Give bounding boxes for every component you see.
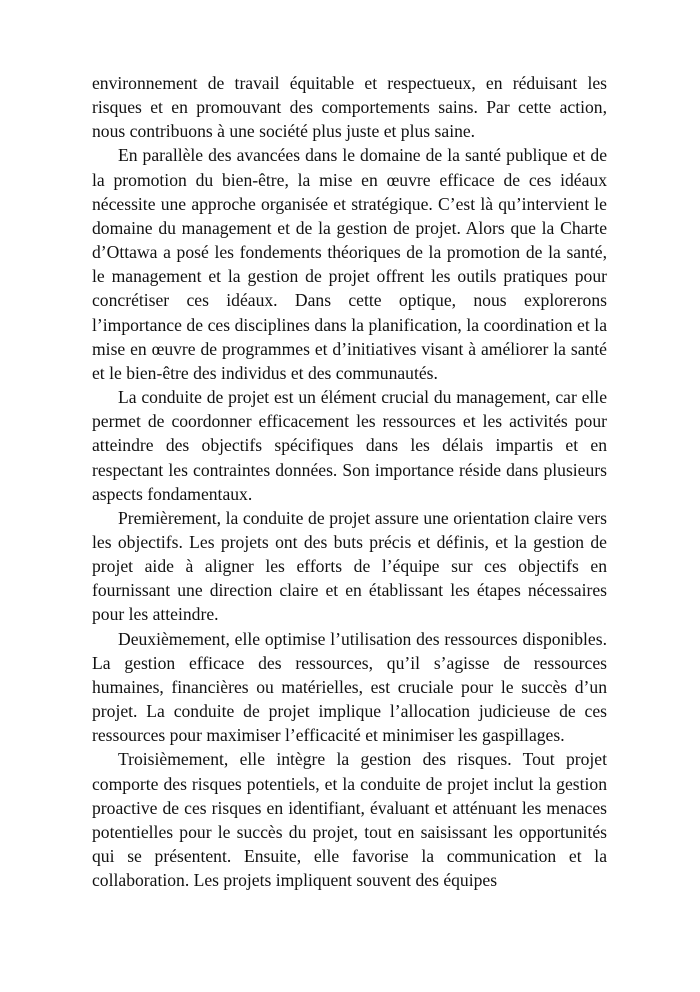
paragraph-6: Troisièmement, elle intègre la gestion des risques. Tout projet comporte des risques potentiels, et la conduite de projet inclut la gestion proactive de ces risques en identifiant, évaluant et atténuant les menaces potentielles pour le succès du projet, tout en saisissant les opportunités qui se présentent. Ensuite, elle favorise la communication et la collaboration. Les projets impliquent souvent des équipes: [92, 749, 607, 891]
paragraph-2: En parallèle des avancées dans le domaine de la santé publique et de la promotion du bien-être, la mise en œuvre efficace de ces idéaux nécessite une approche organisée et stratégique. C’est là qu’intervient le domaine du management et de la gestion de projet. Alors que la Charte d’Ottawa a posé les fondements théoriques de la promotion de la santé, le management et la gestion de projet offrent les outils pratiques pour concrétiser ces idéaux. Dans cette optique, nous explorerons l’importance de ces disciplines dans la planification, la coordination et la mise en œuvre de programmes et d’initiatives visant à améliorer la santé et le bien-être des individus et des communautés.: [92, 145, 607, 383]
paragraph-4: Premièrement, la conduite de projet assure une orientation claire vers les objectifs. Les projets ont des buts précis et définis, et la gestion de projet aide à aligner les efforts de l’équipe sur ces objectifs en fournissant une direction claire et en établissant les étapes nécessaires pour les atteindre.: [92, 507, 607, 625]
paragraph-3: La conduite de projet est un élément crucial du management, car elle permet de coordonner efficacement les ressources et les activités pour atteindre des objectifs spécifiques dans les délais impartis et en respectant les contraintes données. Son importance réside dans plusieurs aspects fondamentaux.: [92, 387, 607, 504]
paragraph-5: Deuxièmement, elle optimise l’utilisation des ressources disponibles. La gestion efficace des ressources, qu’il s’agisse de ressources humaines, financières ou matérielles, est cruciale pour le succès d’un projet. La conduite de projet implique l’allocation judicieuse de ces ressources pour maximiser l’efficacité et minimiser les gaspillages.: [92, 628, 607, 746]
paragraph-1: environnement de travail équitable et respectueux, en réduisant les risques et en promouvant des comportements sains. Par cette action, nous contribuons à une société plus juste et plus saine.: [92, 73, 607, 142]
document-body: [92, 71, 607, 892]
